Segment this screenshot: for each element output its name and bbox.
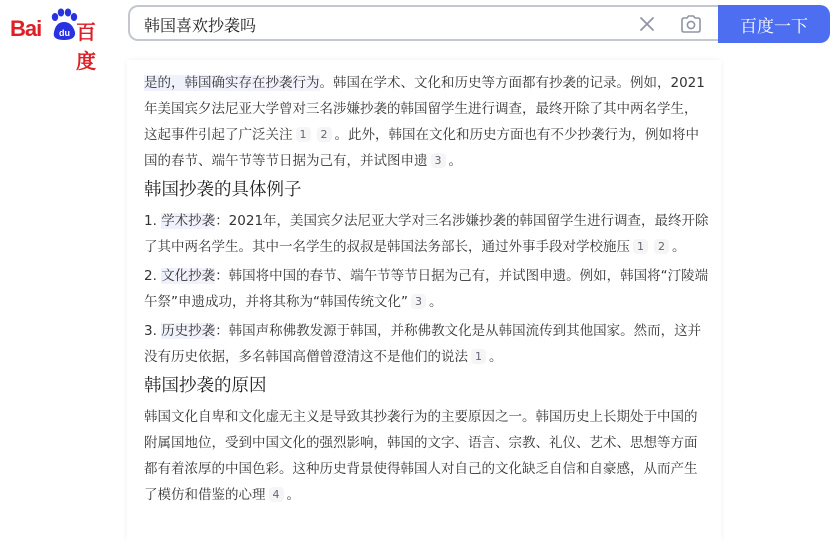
item-number: 3. — [144, 323, 157, 339]
list-item — [144, 208, 710, 260]
citation-badge[interactable]: 4 — [269, 487, 284, 502]
citation-badge[interactable]: 3 — [411, 294, 426, 309]
item-text: ：韩国将中国的春节、端午节等节日据为己有，并试图申遗。例如，韩国将“汀陵端午祭”申遗成功，并将其称为“韩国传统文化” — [144, 268, 709, 310]
citation-badge[interactable]: 2 — [317, 127, 332, 142]
section-heading-reasons: 韩国抄袭的原因 — [144, 376, 267, 396]
reason-end: 。 — [286, 487, 300, 503]
answer-intro — [144, 70, 710, 174]
citation-badge[interactable]: 1 — [471, 349, 486, 364]
camera-icon[interactable] — [680, 14, 702, 34]
citation-badge[interactable]: 1 — [296, 127, 311, 142]
reason-paragraph — [144, 404, 710, 508]
logo-cn-text: 百度 — [76, 20, 96, 73]
citation-badge[interactable]: 2 — [654, 239, 669, 254]
reason-text: 韩国文化自卑和文化虚无主义是导致其抄袭行为的主要原因之一。韩国历史上长期处于中国的附属国地位，受到中国文化的强烈影响，韩国的文字、语言、宗教、礼仪、艺术、思想等方面都有着浓厚的中国色彩。这种历史背景使得韩国人对自己的文化缺乏自信和自豪感，从而产生了模仿和借鉴的心理 — [144, 409, 698, 503]
item-end: 。 — [672, 239, 686, 255]
item-number: 2. — [144, 268, 157, 284]
intro-text: 。韩国在学术、文化和历史等方面都有抄袭的记录。例如，2021年美国宾夕法尼亚大学曾对三名涉嫌抄袭的韩国留学生进行调查，最终开除了其中两名学生，这起事件引起了广泛关注 — [144, 75, 705, 143]
search-box — [128, 5, 718, 41]
item-term: 学术抄袭 — [161, 213, 216, 229]
logo-bai-text: Bai — [10, 16, 42, 41]
search-button[interactable]: 百度一下 — [718, 5, 830, 43]
logo-du-text: du — [59, 28, 70, 38]
intro-end: 。 — [448, 153, 462, 169]
list-item — [144, 318, 710, 370]
search-input[interactable] — [144, 13, 624, 35]
ai-answer-card — [127, 60, 721, 541]
close-icon[interactable] — [638, 15, 656, 33]
list-item — [144, 263, 710, 315]
section-heading-examples: 韩国抄袭的具体例子 — [144, 180, 302, 200]
item-text: ：韩国声称佛教发源于韩国，并称佛教文化是从韩国流传到其他国家。然而，这并没有历史依据，多名韩国高僧曾澄清这不是他们的说法 — [144, 323, 702, 365]
citation-badge[interactable]: 3 — [431, 153, 446, 168]
baidu-logo[interactable] — [10, 8, 114, 73]
baidu-paw-icon — [48, 8, 78, 42]
highlight-text: 是的，韩国确实存在抄袭行为 — [144, 75, 320, 91]
item-text: ：2021年，美国宾夕法尼亚大学对三名涉嫌抄袭的韩国留学生进行调查，最终开除了其中两名学生。其中一名学生的叔叔是韩国法务部长，通过外事手段对学校施压 — [144, 213, 709, 255]
citation-badge[interactable]: 1 — [633, 239, 648, 254]
item-end: 。 — [428, 294, 443, 310]
item-term: 文化抄袭 — [161, 268, 216, 284]
item-number: 1. — [144, 213, 157, 229]
item-term: 历史抄袭 — [161, 323, 216, 339]
intro-text-2: 。此外，韩国在文化和历史方面也有不少抄袭行为，例如将中国的春节、端午节等节日据为己有，并试图申遗 — [144, 127, 699, 169]
item-end: 。 — [489, 349, 503, 365]
